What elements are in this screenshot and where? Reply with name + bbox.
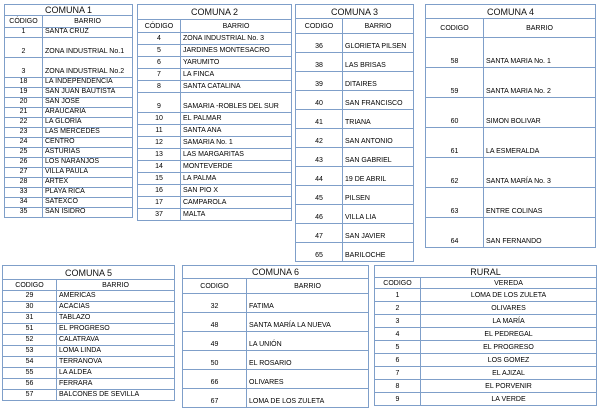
row-code: 35 [5, 208, 43, 217]
table-title: COMUNA 2 [190, 7, 238, 17]
row-name: LOS GOMEZ [487, 357, 530, 364]
row-code: 56 [3, 379, 57, 389]
row-name: LA ESMERALDA [486, 148, 540, 155]
row-code: 30 [3, 302, 57, 312]
row-name: FATIMA [249, 303, 274, 310]
row-code: 29 [3, 291, 57, 301]
row-name: VILLA PAULA [45, 168, 89, 175]
row-name: DITAIRES [345, 81, 377, 88]
table-row [183, 369, 368, 388]
row-code: 34 [5, 198, 43, 207]
table-row [3, 334, 174, 345]
row-name: LA UNIÓN [249, 341, 282, 348]
table-row [5, 77, 132, 87]
row-name: OLIVARES [491, 305, 526, 312]
name-header: BARRIO [102, 281, 129, 289]
row-code: 65 [296, 243, 343, 261]
row-code: 31 [3, 313, 57, 323]
row-name: EL ROSARIO [249, 360, 292, 367]
row-code: 11 [138, 125, 181, 136]
code-header: CODIGO [426, 19, 484, 37]
table-row [375, 327, 596, 340]
row-code: 3 [375, 315, 421, 327]
table-row [138, 184, 291, 196]
row-code: 33 [5, 188, 43, 197]
table-row [5, 57, 132, 77]
row-code: 38 [296, 53, 343, 71]
table-row [183, 388, 368, 407]
row-name: CAMPAROLA [183, 199, 227, 206]
table-row [5, 137, 132, 147]
table-row [183, 293, 368, 312]
header-row [3, 279, 174, 290]
code-header: CÓDIGO [5, 16, 43, 27]
row-code: 59 [426, 68, 484, 97]
table-row [183, 312, 368, 331]
table-row [375, 288, 596, 301]
table-row [3, 356, 174, 367]
table-row [5, 197, 132, 207]
table-row [5, 97, 132, 107]
name-header: BARRIO [364, 22, 392, 30]
code-header: CODIGO [183, 279, 247, 293]
row-code: 32 [183, 294, 247, 312]
table-row [5, 87, 132, 97]
row-name: AMERICAS [59, 292, 96, 299]
row-code: 4 [375, 328, 421, 340]
row-name: LA VERDE [491, 396, 526, 403]
row-code: 7 [138, 69, 181, 80]
row-name: BARILOCHE [345, 252, 386, 259]
row-name: ZONA INDUSTRIAL No.2 [45, 68, 125, 75]
table-title: COMUNA 1 [44, 5, 92, 15]
row-code: 48 [183, 313, 247, 331]
row-name: CALATRAVA [59, 336, 100, 343]
row-code: 13 [138, 149, 181, 160]
row-name: EL PALMAR [183, 115, 222, 122]
row-name: ARAUCARIA [45, 108, 86, 115]
table-row [138, 44, 291, 56]
table-row [296, 52, 413, 71]
table-row [5, 127, 132, 137]
table-row [375, 314, 596, 327]
table-title: COMUNA 3 [330, 6, 378, 17]
code-header: CODIGO [296, 19, 343, 33]
code-header: CODIGO [3, 280, 57, 290]
row-name: ASTURIAS [45, 148, 81, 155]
table-row [138, 208, 291, 220]
row-code: 1 [5, 28, 43, 37]
table-row [5, 147, 132, 157]
row-name: EL PROGRESO [483, 344, 534, 351]
row-name: EL PROGRESO [59, 325, 110, 332]
row-name: SAN GABRIEL [345, 157, 392, 164]
row-code: 60 [426, 98, 484, 127]
table-row [426, 217, 595, 247]
row-name: ZONA INDUSTRIAL No. 3 [183, 35, 265, 42]
table-row [5, 107, 132, 117]
row-code: 45 [296, 186, 343, 204]
row-name: SANTA MARÍA No. 3 [486, 178, 551, 185]
row-code: 49 [183, 332, 247, 350]
row-name: SAN JUAN BAUTISTA [45, 88, 116, 95]
table-row [375, 353, 596, 366]
table-row [296, 242, 413, 261]
name-header: BARRIO [74, 18, 101, 25]
row-code: 67 [183, 389, 247, 407]
row-name: MONTEVERDE [183, 163, 233, 170]
table-row [296, 185, 413, 204]
row-name: LA MARÍA [492, 318, 525, 325]
table-row [3, 367, 174, 378]
table-row [138, 148, 291, 160]
row-name: LOMA DE LOS ZULETA [470, 292, 547, 299]
header-row [426, 18, 595, 37]
table-row [375, 301, 596, 314]
table-row [426, 67, 595, 97]
table-row [3, 345, 174, 356]
row-name: OLIVARES [249, 379, 284, 386]
table-row [375, 392, 596, 405]
row-name: LA ALDEA [59, 369, 92, 376]
row-code: 8 [138, 81, 181, 92]
code-header: CÓDIGO [138, 20, 181, 32]
row-code: 9 [138, 93, 181, 112]
row-name: SANTA MARIA No. 1 [486, 58, 551, 65]
row-name: LA INDEPENDENCIA [45, 78, 113, 85]
row-name: LA FINCA [183, 71, 215, 78]
table-row [5, 167, 132, 177]
table-row [5, 27, 132, 37]
row-code: 46 [296, 205, 343, 223]
table-row [138, 112, 291, 124]
row-name: SANTA MARÍA LA NUEVA [249, 322, 331, 329]
row-code: 14 [138, 161, 181, 172]
row-code: 23 [5, 128, 43, 137]
table-row [138, 172, 291, 184]
row-name: SAN FERNANDO [486, 238, 542, 245]
row-name: SAN ANTONIO [345, 138, 393, 145]
row-name: EL PEDREGAL [484, 331, 533, 338]
table-row [375, 379, 596, 392]
row-code: 41 [296, 110, 343, 128]
row-code: 36 [296, 34, 343, 52]
table-row [375, 340, 596, 353]
table-title: COMUNA 4 [486, 6, 534, 17]
row-name: SAN JAVIER [345, 233, 386, 240]
row-name: CENTRO [45, 138, 75, 145]
table-row [375, 366, 596, 379]
row-code: 12 [138, 137, 181, 148]
table-row [296, 33, 413, 52]
row-name: VILLA LIA [345, 214, 377, 221]
table-row [5, 37, 132, 57]
row-code: 52 [3, 335, 57, 345]
table-row [5, 117, 132, 127]
row-name: LAS MERCEDES [45, 128, 100, 135]
table-row [296, 166, 413, 185]
row-name: EL PORVENIR [485, 383, 532, 390]
table-row [183, 331, 368, 350]
row-code: 44 [296, 167, 343, 185]
row-code: 55 [3, 368, 57, 378]
row-code: 9 [375, 393, 421, 405]
row-code: 6 [375, 354, 421, 366]
row-name: EL AJIZAL [492, 370, 525, 377]
table-comuna4 [425, 4, 596, 248]
row-code: 19 [5, 88, 43, 97]
row-name: SAMARIA -ROBLES DEL SUR [183, 103, 279, 110]
row-code: 2 [375, 302, 421, 314]
row-name: SANTA MARIA No. 2 [486, 88, 551, 95]
table-row [3, 290, 174, 301]
code-header: CODIGO [375, 278, 421, 288]
row-code: 37 [138, 209, 181, 220]
row-name: FERRARA [59, 380, 93, 387]
row-name: SAN FRANCISCO [345, 100, 403, 107]
table-comuna6 [182, 265, 369, 408]
row-code: 61 [426, 128, 484, 157]
table-row [426, 157, 595, 187]
table-row [5, 207, 132, 217]
row-name: SANTA CRUZ [45, 28, 89, 35]
row-name: JARDINES MONTESACRO [183, 47, 270, 54]
row-code: 47 [296, 224, 343, 242]
row-code: 15 [138, 173, 181, 184]
row-name: SAN PIO X [183, 187, 219, 194]
row-name: SIMON BOLIVAR [486, 118, 541, 125]
table-comuna1 [4, 4, 133, 218]
row-name: LOS NARANJOS [45, 158, 100, 165]
row-code: 42 [296, 129, 343, 147]
row-code: 10 [138, 113, 181, 124]
table-row [426, 37, 595, 67]
table-row [296, 90, 413, 109]
table-row [296, 71, 413, 90]
table-comuna2 [137, 4, 292, 221]
name-header: BARRIO [294, 282, 321, 290]
table-row [138, 56, 291, 68]
table-row [296, 109, 413, 128]
row-code: 4 [138, 33, 181, 44]
row-code: 24 [5, 138, 43, 147]
row-name: PILSEN [345, 195, 370, 202]
table-row [138, 92, 291, 112]
row-code: 21 [5, 108, 43, 117]
row-name: SAN JOSE [45, 98, 80, 105]
table-row [5, 187, 132, 197]
table-row [426, 187, 595, 217]
table-rural [374, 265, 597, 406]
row-name: PLAYA RICA [45, 188, 85, 195]
table-row [296, 128, 413, 147]
row-code: 66 [183, 370, 247, 388]
row-name: TERRANOVA [59, 358, 103, 365]
row-code: 62 [426, 158, 484, 187]
row-code: 64 [426, 218, 484, 247]
row-code: 6 [138, 57, 181, 68]
row-name: SANTA CATALINA [183, 83, 241, 90]
table-row [296, 223, 413, 242]
header-row [296, 18, 413, 33]
name-header: VEREDA [494, 279, 523, 287]
table-row [3, 312, 174, 323]
row-name: LAS MARGARITAS [183, 151, 244, 158]
row-name: 19 DE ABRIL [345, 176, 387, 183]
table-row [3, 301, 174, 312]
row-code: 22 [5, 118, 43, 127]
row-code: 17 [138, 197, 181, 208]
table-row [3, 378, 174, 389]
row-name: SAMARIA No. 1 [183, 139, 233, 146]
row-name: SATEXCO [45, 198, 78, 205]
row-code: 5 [375, 341, 421, 353]
table-row [296, 147, 413, 166]
table-row [138, 196, 291, 208]
table-row [138, 160, 291, 172]
row-code: 27 [5, 168, 43, 177]
table-title: COMUNA 5 [64, 267, 112, 278]
row-code: 58 [426, 38, 484, 67]
row-name: SAN ISIDRO [45, 208, 86, 215]
row-code: 50 [183, 351, 247, 369]
table-row [138, 124, 291, 136]
row-name: TRIANA [345, 119, 371, 126]
table-row [138, 136, 291, 148]
row-code: 54 [3, 357, 57, 367]
row-name: LAS BRISAS [345, 62, 386, 69]
row-name: LOMA DE LOS ZULETA [249, 398, 325, 405]
row-code: 51 [3, 324, 57, 334]
row-name: ZONA INDUSTRIAL No.1 [45, 48, 125, 55]
table-row [138, 80, 291, 92]
row-name: LA PALMA [183, 175, 217, 182]
row-code: 40 [296, 91, 343, 109]
row-code: 18 [5, 78, 43, 87]
header-row [375, 277, 596, 288]
row-code: 16 [138, 185, 181, 196]
header-row [183, 278, 368, 293]
row-name: MALTA [183, 211, 206, 218]
row-name: BALCONES DE SEVILLA [59, 391, 140, 398]
row-name: GLORIETA PILSEN [345, 43, 407, 50]
row-name: LOMA LINDA [59, 347, 102, 354]
name-header: BARRIO [222, 22, 250, 30]
table-row [5, 157, 132, 167]
row-code: 3 [5, 58, 43, 77]
row-code: 2 [5, 38, 43, 57]
table-row [3, 389, 174, 400]
row-code: 25 [5, 148, 43, 157]
row-code: 7 [375, 367, 421, 379]
table-comuna3 [295, 4, 414, 262]
row-code: 57 [3, 390, 57, 400]
table-row [3, 323, 174, 334]
row-name: SANTA ANA [183, 127, 222, 134]
row-name: ACACIAS [59, 303, 90, 310]
row-name: ARTEX [45, 178, 69, 185]
row-code: 26 [5, 158, 43, 167]
table-comuna5 [2, 265, 175, 401]
table-row [426, 127, 595, 157]
row-code: 1 [375, 289, 421, 301]
table-title: RURAL [470, 266, 501, 277]
row-name: LA GLORIA [45, 118, 82, 125]
table-title: COMUNA 6 [251, 267, 299, 277]
table-row [138, 68, 291, 80]
table-row [426, 97, 595, 127]
name-header: BARRIO [526, 24, 553, 32]
header-row [5, 15, 132, 27]
header-row [138, 19, 291, 32]
table-row [183, 350, 368, 369]
row-name: TABLAZO [59, 314, 91, 321]
row-code: 28 [5, 178, 43, 187]
table-row [138, 32, 291, 44]
row-name: ENTRE COLINAS [486, 208, 543, 215]
row-code: 20 [5, 98, 43, 107]
row-code: 8 [375, 380, 421, 392]
row-code: 43 [296, 148, 343, 166]
table-row [296, 204, 413, 223]
row-code: 5 [138, 45, 181, 56]
table-row [5, 177, 132, 187]
row-code: 53 [3, 346, 57, 356]
row-code: 63 [426, 188, 484, 217]
row-name: YARUMITO [183, 59, 220, 66]
row-code: 39 [296, 72, 343, 90]
